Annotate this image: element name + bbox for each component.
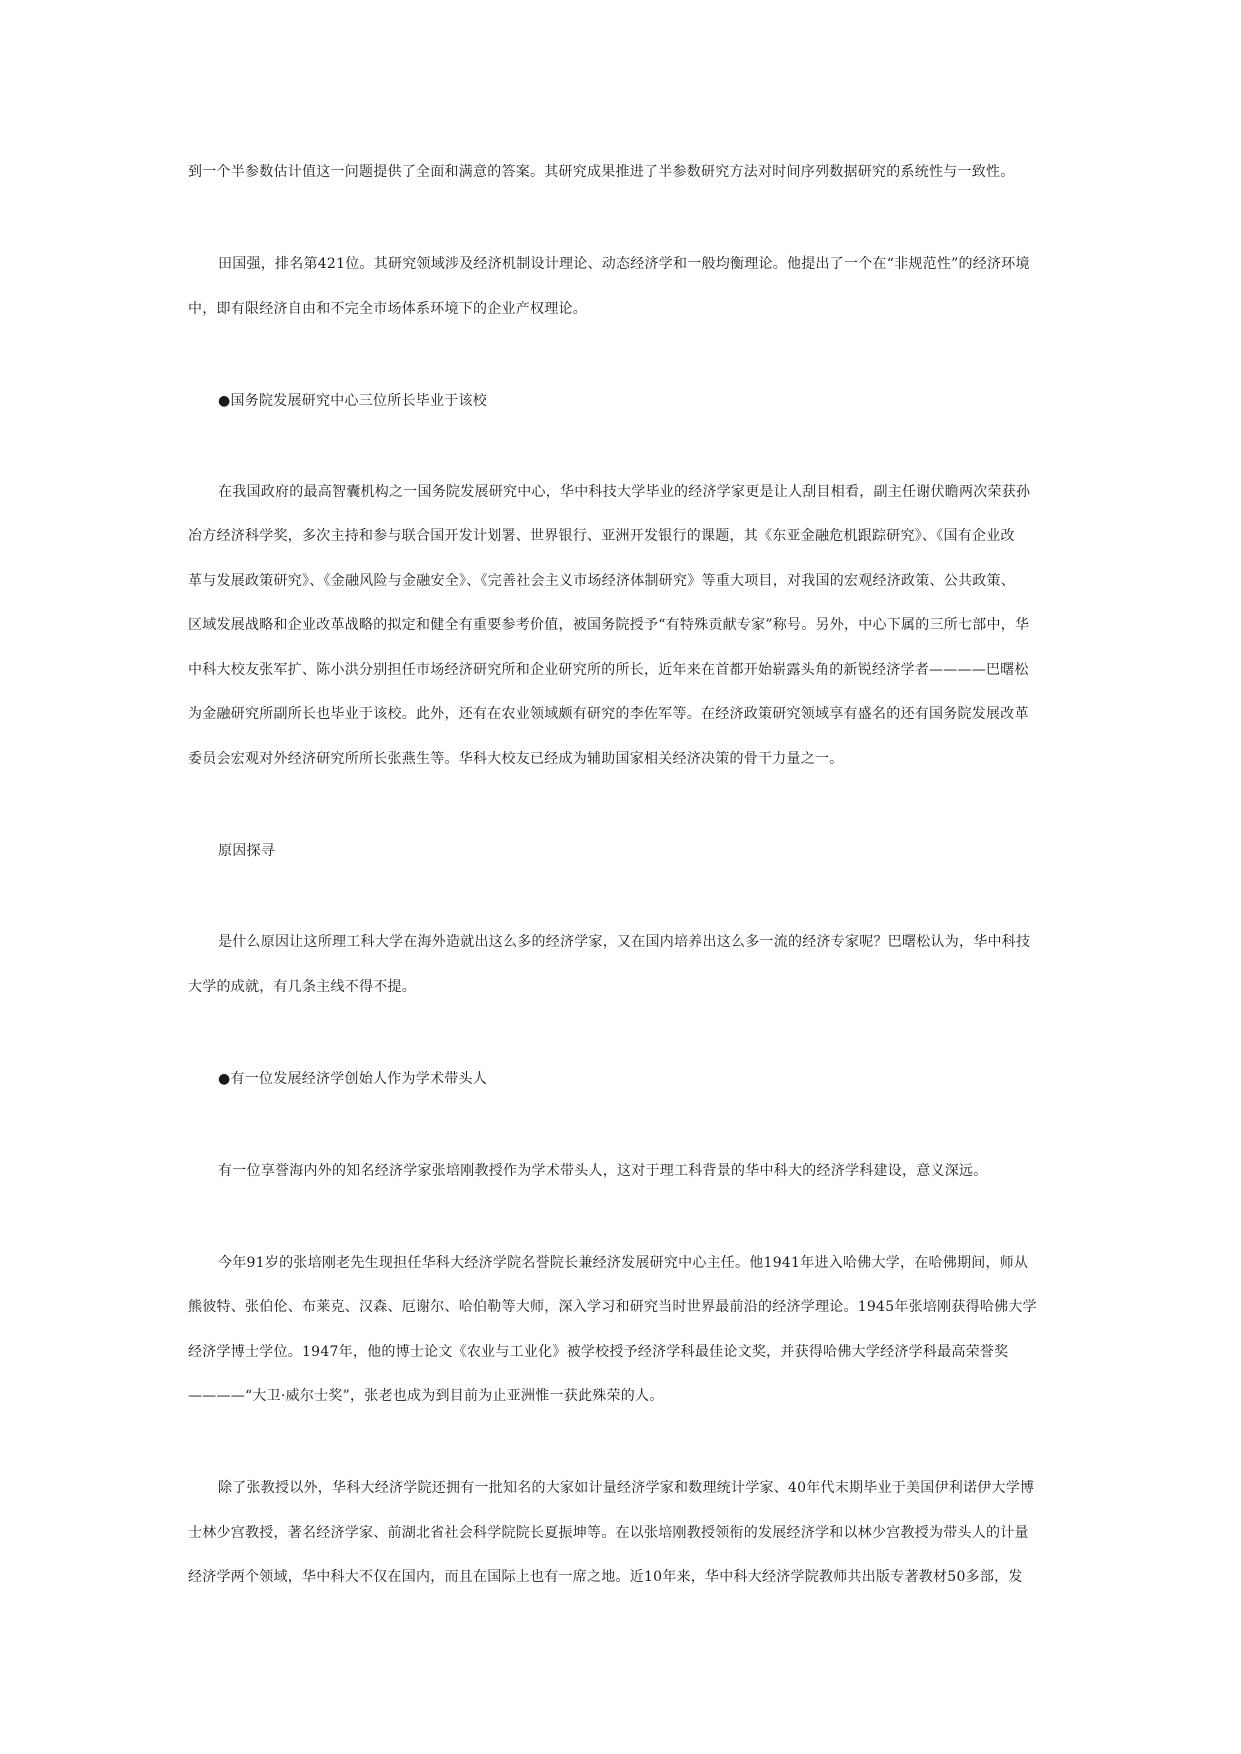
text-line: 冶方经济科学奖，多次主持和参与联合国开发计划署、世界银行、亚洲开发银行的课题，其《东亚金融危机跟踪研究》、《国有企业改	[188, 528, 1015, 544]
section-heading: 原因探寻	[218, 843, 275, 859]
text-line: 经济学博士学位。1947年，他的博士论文《农业与工业化》被学校授予经济学科最佳论文奖，并获得哈佛大学经济学科最高荣誉奖	[188, 1344, 1009, 1360]
text-line: 除了张教授以外，华科大经济学院还拥有一批知名的大家如计量经济学家和数理统计学家、40年代末期毕业于美国伊利诺伊大学博	[218, 1480, 1035, 1496]
text-line: 中科大校友张军扩、陈小洪分别担任市场经济研究所和企业研究所的所长，近年来在首都开始崭露头角的新锐经济学者————巴曙松	[188, 662, 1029, 678]
text-line: 今年91岁的张培刚老先生现担任华科大经济学院名誉院长兼经济发展研究中心主任。他1941年进入哈佛大学，在哈佛期间，师从	[218, 1255, 1029, 1271]
text-line: 为金融研究所副所长也毕业于该校。此外，还有在农业领域颇有研究的李佐军等。在经济政策研究领域享有盛名的还有国务院发展改革	[188, 706, 1029, 722]
text-line: 是什么原因让这所理工科大学在海外造就出这么多的经济学家，又在国内培养出这么多一流的经济专家呢？巴曙松认为，华中科技	[218, 934, 1031, 950]
text-line: 委员会宏观对外经济研究所所长张燕生等。华科大校友已经成为辅助国家相关经济决策的骨干力量之一。	[188, 751, 844, 767]
text-line: 士林少宫教授，著名经济学家、前湖北省社会科学院院长夏振坤等。在以张培刚教授领衔的发展经济学和以林少宫教授为带头人的计量	[188, 1525, 1029, 1541]
text-line: 革与发展政策研究》、《金融风险与金融安全》、《完善社会主义市场经济体制研究》等重大项目，对我国的宏观经济政策、公共政策、	[188, 573, 1015, 589]
section-heading: ●有一位发展经济学创始人作为学术带头人	[218, 1071, 487, 1087]
text-line: 到一个半参数估计值这一问题提供了全面和满意的答案。其研究成果推进了半参数研究方法对时间序列数据研究的系统性与一致性。	[188, 164, 1015, 180]
text-line: 有一位享誉海内外的知名经济学家张培刚教授作为学术带头人，这对于理工科背景的华中科大的经济学科建设，意义深远。	[218, 1163, 988, 1179]
text-line: ————“大卫·威尔士奖”，张老也成为到目前为止亚洲惟一获此殊荣的人。	[188, 1388, 664, 1404]
text-line: 在我国政府的最高智囊机构之一国务院发展研究中心，华中科技大学毕业的经济学家更是让人刮目相看，副主任谢伏瞻两次荣获孙	[218, 484, 1031, 500]
text-line: 中，即有限经济自由和不完全市场体系环境下的企业产权理论。	[188, 301, 587, 317]
text-line: 区域发展战略和企业改革战略的拟定和健全有重要参考价值，被国务院授予“有特殊贡献专家”称号。另外，中心下属的三所七部中，华	[188, 617, 1030, 633]
text-line: 大学的成就，有几条主线不得不提。	[188, 979, 416, 995]
section-heading: ●国务院发展研究中心三位所长毕业于该校	[218, 393, 487, 409]
text-line: 田国强，排名第421位。其研究领域涉及经济机制设计理论、动态经济学和一般均衡理论。他提出了一个在“非规范性”的经济环境	[218, 256, 1030, 272]
text-line: 经济学两个领域，华中科大不仅在国内，而且在国际上也有一席之地。近10年来，华中科大经济学院教师共出版专著教材50多部，发	[188, 1569, 1023, 1585]
text-line: 熊彼特、张伯伦、布莱克、汉森、厄谢尔、哈伯勒等大师，深入学习和研究当时世界最前沿的经济学理论。1945年张培刚获得哈佛大学	[188, 1299, 1037, 1315]
